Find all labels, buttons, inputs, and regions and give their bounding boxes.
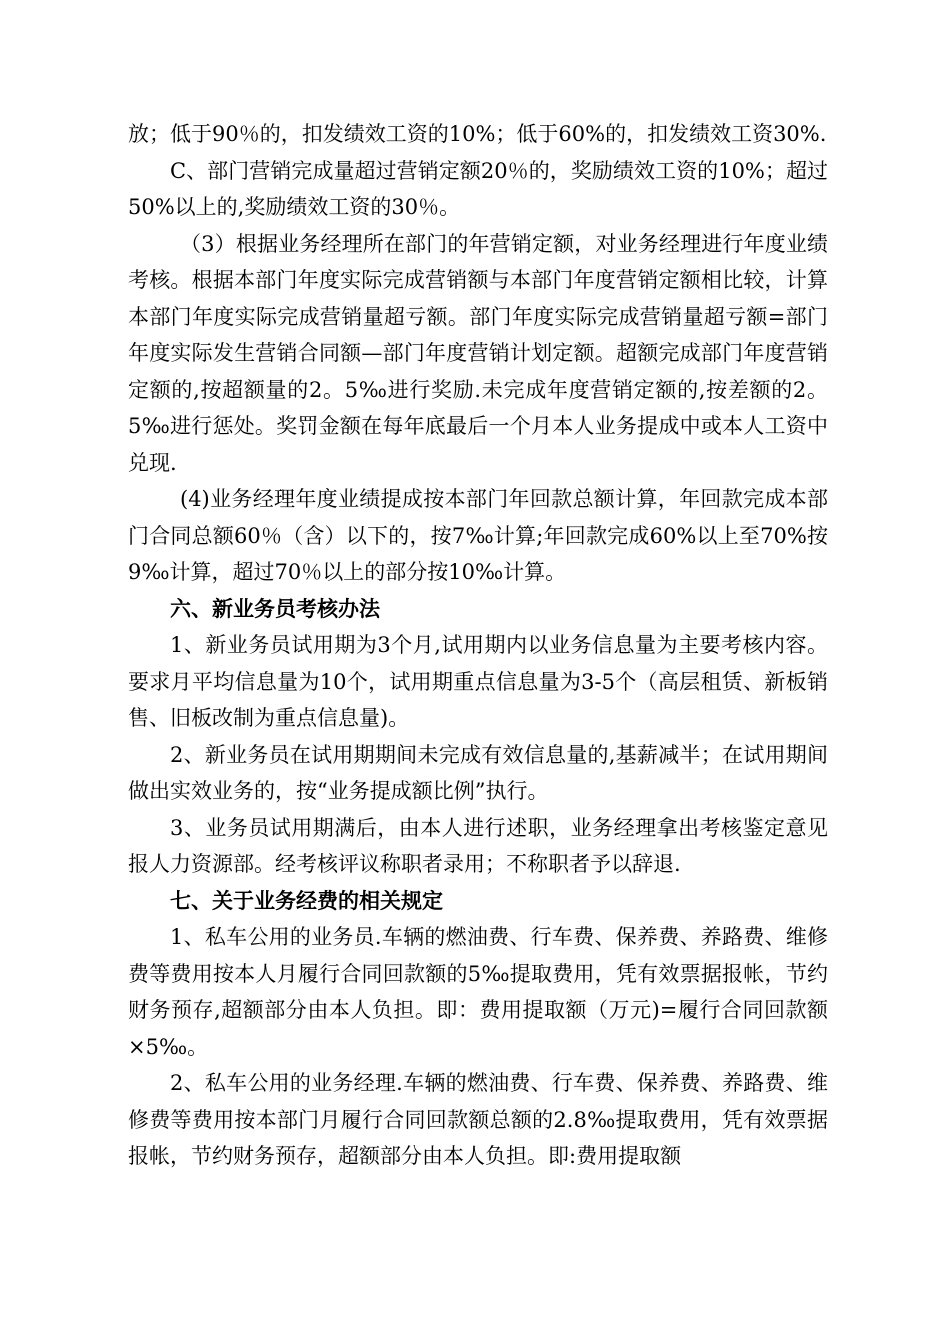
paragraph-6-1: 1、新业务员试用期为3个月,试用期内以业务信息量为主要考核内容。要求月平均信息量为10个，试用期重点信息量为3-5个（高层租赁、新板销售、旧板改制为重点信息量)。	[128, 633, 828, 730]
paragraph-continuation: 放；低于90％的，扣发绩效工资的10%；低于60%的，扣发绩效工资30%.	[128, 122, 827, 146]
paragraph-7-1: 1、私车公用的业务员.车辆的燃油费、行车费、保养费、养路费、维修费等费用按本人月履行合同回款额的5‰提取费用，凭有效票据报帐，节约财务预存,超额部分由本人负担。即：费用提取额（万元)=履行合同回款额×5‰。	[128, 925, 828, 1059]
paragraph-item-c: C、部门营销完成量超过营销定额20％的，奖励绩效工资的10%；超过50%以上的,奖励绩效工资的30％。	[128, 158, 828, 219]
section-heading-7: 七、关于业务经费的相关规定	[170, 888, 443, 913]
section-heading-6: 六、新业务员考核办法	[170, 596, 380, 621]
paragraph-6-3: 3、业务员试用期满后，由本人进行述职，业务经理拿出考核鉴定意见报人力资源部。经考核评议称职者录用；不称职者予以辞退.	[128, 815, 828, 876]
paragraph-item-4: (4)业务经理年度业绩提成按本部门年回款总额计算，年回款完成本部门合同总额60％（含）以下的，按7‰计算;年回款完成60%以上至70%按9‰计算，超过70％以上的部分按10‰计算。	[128, 487, 828, 584]
document-body	[128, 116, 828, 1175]
paragraph-6-2: 2、新业务员在试用期期间未完成有效信息量的,基薪减半；在试用期间做出实效业务的，按“业务提成额比例”执行。	[128, 742, 828, 803]
paragraph-7-2: 2、私车公用的业务经理.车辆的燃油费、行车费、保养费、养路费、维修费等费用按本部门月履行合同回款额总额的2.8‰提取费用，凭有效票据报帐，节约财务预存，超额部分由本人负担。即:费用提取额	[128, 1071, 828, 1168]
paragraph-item-3: （3）根据业务经理所在部门的年营销定额，对业务经理进行年度业绩考核。根据本部门年度实际完成营销额与本部门年度营销定额相比较，计算本部门年度实际完成营销量超亏额。部门年度实际完成营销量超亏额=部门年度实际发生营销合同额—部门年度营销计划定额。超额完成部门年度营销定额的,按超额量的2。5‰进行奖励.未完成年度营销定额的,按差额的2。5‰进行惩处。奖罚金额在每年底最后一个月本人业务提成中或本人工资中兑现.	[128, 231, 828, 475]
